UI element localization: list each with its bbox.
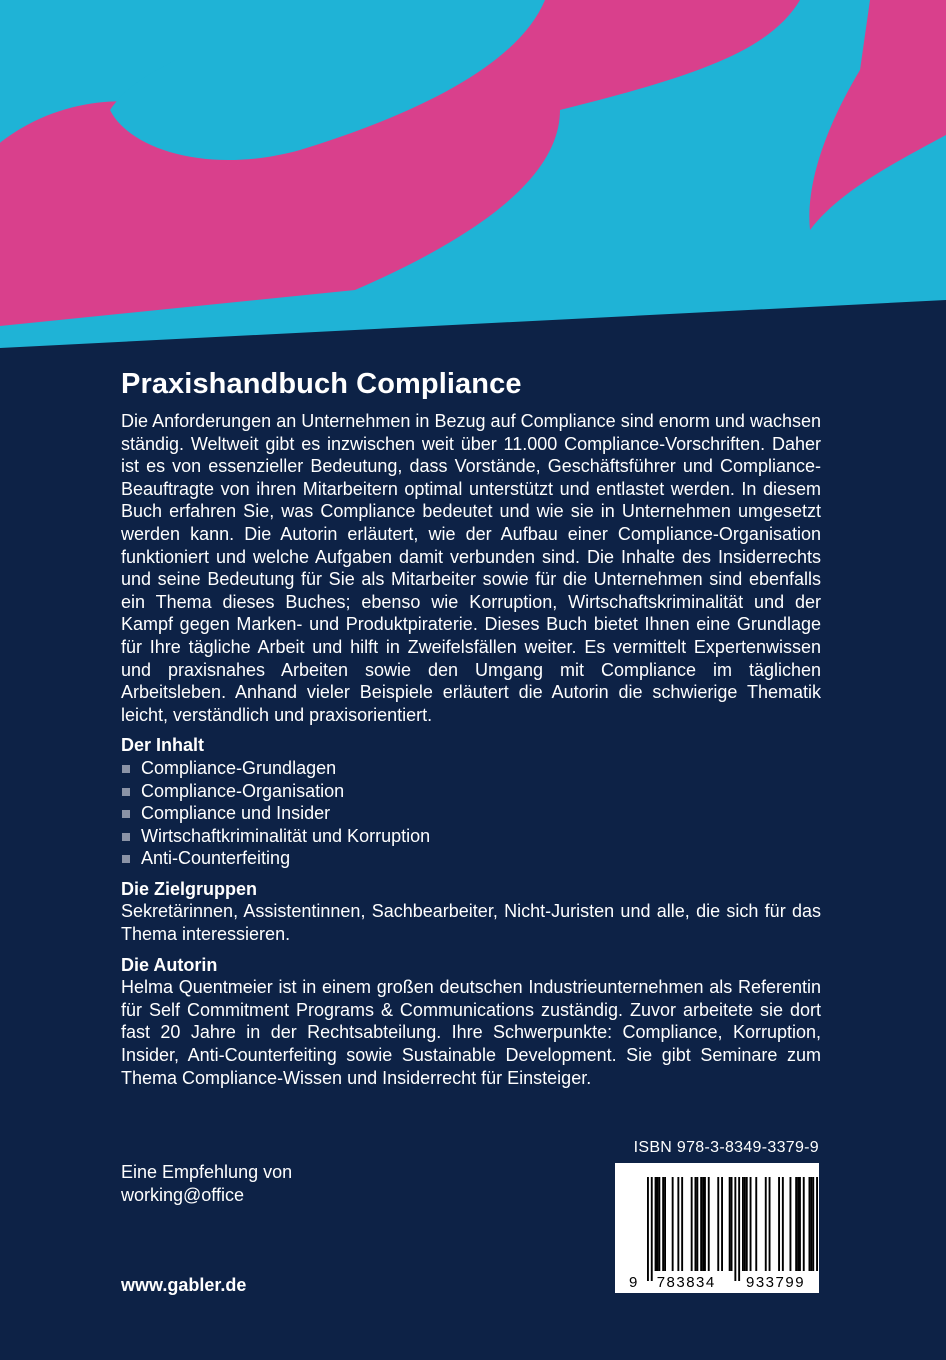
- barcode-bar: [729, 1177, 731, 1271]
- list-item: Wirtschaftkriminalität und Korruption: [121, 825, 821, 848]
- contents-heading: Der Inhalt: [121, 735, 205, 756]
- barcode-bar: [778, 1177, 780, 1271]
- bullet-square-icon: [122, 810, 130, 818]
- barcode-bar: [662, 1177, 664, 1271]
- audience-heading: Die Zielgruppen: [121, 878, 258, 899]
- cover-art: [0, 0, 946, 360]
- barcode-digits: 9: [629, 1274, 639, 1291]
- barcode-bar: [744, 1177, 746, 1271]
- barcode-bar: [742, 1177, 744, 1271]
- barcode-bar: [651, 1177, 653, 1281]
- barcode-bar: [677, 1177, 679, 1271]
- barcode-bar: [721, 1177, 723, 1271]
- barcode-bar: [700, 1177, 702, 1271]
- book-title: Praxishandbuch Compliance: [121, 368, 522, 400]
- barcode-bar: [664, 1177, 666, 1271]
- barcode-bar: [708, 1177, 710, 1271]
- list-item: Compliance-Organisation: [121, 780, 821, 803]
- barcode-bar: [799, 1177, 801, 1271]
- contents-list: [121, 757, 821, 870]
- barcode-bar: [812, 1177, 814, 1271]
- bullet-square-icon: [122, 833, 130, 841]
- barcode-bar: [658, 1177, 660, 1271]
- list-item: Anti-Counterfeiting: [121, 847, 821, 870]
- barcode-bar: [647, 1177, 649, 1281]
- barcode-graphic: [615, 1163, 819, 1293]
- barcode-bar: [717, 1177, 719, 1271]
- barcode-bar: [672, 1177, 674, 1271]
- recommendation: [121, 1161, 292, 1207]
- barcode-bar: [755, 1177, 757, 1271]
- barcode-bar: [681, 1177, 683, 1271]
- list-item: Compliance und Insider: [121, 802, 821, 825]
- isbn-label: ISBN 978-3-8349-3379-9: [633, 1139, 819, 1156]
- barcode-bar: [696, 1177, 698, 1271]
- barcode-bar: [738, 1177, 740, 1281]
- barcode-digits: 783834: [656, 1274, 716, 1291]
- barcode-bar: [657, 1177, 659, 1271]
- barcode-bar: [809, 1177, 811, 1271]
- barcode-bar: [803, 1177, 805, 1271]
- main-content: [121, 368, 821, 1089]
- barcode-bar: [795, 1177, 797, 1271]
- website-link[interactable]: www.gabler.de: [121, 1275, 247, 1295]
- recommendation-line2: working@office: [121, 1185, 244, 1205]
- barcode-bar: [734, 1177, 736, 1281]
- barcode-bar: [704, 1177, 706, 1271]
- author-text: Helma Quentmeier ist in einem großen deutschen Industrieunternehmen als Referentin für Self Commitment Programs & Communications zuständig. Zuvor arbeitete sie dort fast 20 Jahre in der Rechtsabteilung. Ihre Schwerpunkte: Compliance, Korruption, Insider, Anti-Counterfeiting sowie Sustainable Development. Sie gibt Seminare zum Thema Compliance-Wissen und Insiderrecht für Einsteiger.: [121, 977, 821, 1088]
- barcode-bar: [655, 1177, 657, 1271]
- barcode-bar: [702, 1177, 704, 1271]
- barcode-bar: [782, 1177, 784, 1271]
- barcode-bar: [695, 1177, 697, 1271]
- barcode-bar: [750, 1177, 752, 1271]
- audience-text: Sekretärinnen, Assistentinnen, Sachbearbeiter, Nicht-Juristen und alle, die sich für das Thema interessieren.: [121, 901, 821, 945]
- barcode-bar: [731, 1177, 733, 1271]
- barcode-bar: [797, 1177, 799, 1271]
- list-item: Compliance-Grundlagen: [121, 757, 821, 780]
- barcode-bar: [746, 1177, 748, 1271]
- barcode-bar: [765, 1177, 767, 1271]
- barcode-bar: [790, 1177, 792, 1271]
- bullet-square-icon: [122, 788, 130, 796]
- barcode-bar: [810, 1177, 812, 1271]
- barcode-digits: 933799: [746, 1274, 806, 1291]
- recommendation-line1: Eine Empfehlung von: [121, 1162, 293, 1182]
- author-heading: Die Autorin: [121, 954, 218, 975]
- barcode: [615, 1163, 819, 1293]
- barcode-bar: [691, 1177, 693, 1271]
- book-description: Die Anforderungen an Unternehmen in Bezug auf Compliance sind enorm und wachsen ständig. Weltweit gibt es inzwischen weit über 11.000 Compliance-Vorschriften. Daher ist es von essenzieller Bedeutung, dass Vorstände, Geschäftsführer und Compliance-Beauftragte von ihren Mitarbeitern optimal unterstützt und entlastet werden. In diesem Buch erfahren Sie, was Compliance bedeutet und wie sie in Unternehmen umgesetzt werden kann. Die Autorin erläutert, wie der Aufbau einer Compliance-Organisation funktioniert und welche Aufgaben damit verbunden sind. Die Inhalte des Insiderrechts und seine Bedeutung für Sie als Mitarbeiter sowie für die Unternehmen sind ebenfalls ein Thema dieses Buches; ebenso wie Korruption, Wirtschaftskriminalität und der Kampf gegen Marken- und Produktpiraterie. Dieses Buch bietet Ihnen eine Grundlage für Ihre tägliche Arbeit und hilft in Zweifelsfällen weiter. Es vermittelt Expertenwissen und praxisnahes Arbeiten sowie den Umgang mit Compliance im täglichen Arbeitsleben. Anhand vieler Beispiele erläutert die Autorin die schwierige Thematik leicht, verständlich und praxisorientiert.: [121, 411, 821, 725]
- bullet-square-icon: [122, 855, 130, 863]
- barcode-bar: [769, 1177, 771, 1271]
- bullet-square-icon: [122, 765, 130, 773]
- barcode-bar: [816, 1177, 818, 1271]
